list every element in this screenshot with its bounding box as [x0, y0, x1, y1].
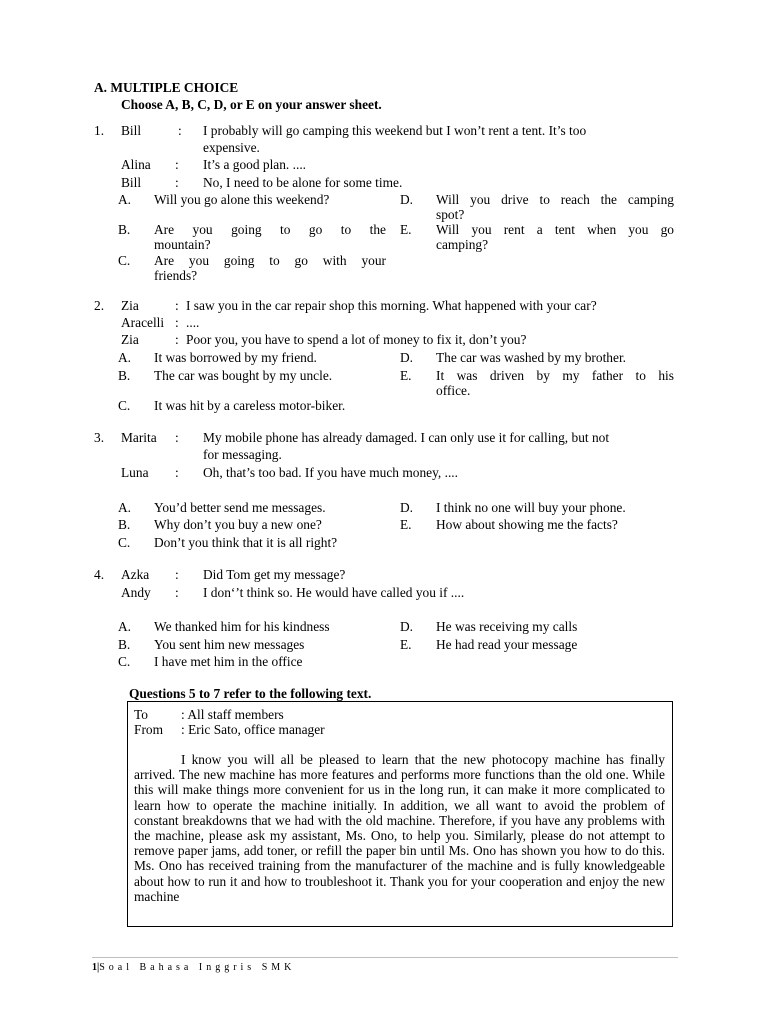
speaker-separator: :	[175, 175, 179, 190]
option-letter: A.	[118, 619, 132, 634]
option-text: The car was washed by my brother.	[436, 350, 627, 365]
speaker-separator: :	[175, 567, 179, 582]
speaker-separator: :	[175, 332, 179, 347]
option-letter: C.	[118, 535, 131, 550]
option-text-cont: friends?	[154, 268, 198, 283]
dialogue-line: Did Tom get my message?	[203, 567, 346, 582]
option-text: It was driven by my father to his	[436, 368, 674, 383]
option-text: You’d better send me messages.	[154, 500, 326, 515]
question-number: 4.	[94, 567, 105, 582]
option-letter: A.	[118, 192, 132, 207]
speaker: Marita	[121, 430, 157, 445]
speaker-separator: :	[175, 315, 179, 330]
section-title: A. MULTIPLE CHOICE	[94, 80, 239, 95]
option-letter: B.	[118, 368, 131, 383]
option-letter: D.	[400, 192, 414, 207]
option-letter: D.	[400, 350, 414, 365]
memo-to-label: To	[134, 707, 148, 722]
option-letter: B.	[118, 637, 131, 652]
passage-intro: Questions 5 to 7 refer to the following text.	[129, 686, 372, 701]
dialogue-line: No, I need to be alone for some time.	[203, 175, 403, 190]
speaker: Andy	[121, 585, 151, 600]
dialogue-line: Poor you, you have to spend a lot of money to fix it, don’t you?	[186, 332, 527, 347]
dialogue-line: I don‘’t think so. He would have called you if ....	[203, 585, 465, 600]
option-letter: C.	[118, 253, 131, 268]
option-text: Don’t you think that it is all right?	[154, 535, 338, 550]
page-footer	[92, 960, 295, 975]
option-letter: D.	[400, 619, 414, 634]
option-text: Are you going to go with your	[154, 253, 386, 268]
speaker: Luna	[121, 465, 149, 480]
footer-separator: |	[97, 962, 100, 973]
option-text-cont: camping?	[436, 237, 489, 252]
option-letter: B.	[118, 517, 131, 532]
option-text: He had read your message	[436, 637, 578, 652]
option-text-cont: spot?	[436, 207, 465, 222]
option-text: How about showing me the facts?	[436, 517, 618, 532]
dialogue-line: It’s a good plan. ....	[203, 157, 307, 172]
option-text-cont: mountain?	[154, 237, 211, 252]
question-number: 2.	[94, 298, 105, 313]
dialogue-line-cont: expensive.	[203, 140, 260, 155]
speaker: Aracelli	[121, 315, 165, 330]
option-letter: A.	[118, 350, 132, 365]
speaker: Bill	[121, 175, 142, 190]
option-text: Will you go alone this weekend?	[154, 192, 330, 207]
option-text: It was hit by a careless motor-biker.	[154, 398, 346, 413]
speaker-separator: :	[178, 123, 182, 138]
speaker-separator: :	[175, 430, 179, 445]
option-text: Why don’t you buy a new one?	[154, 517, 322, 532]
dialogue-line: Oh, that’s too bad. If you have much money, ....	[203, 465, 458, 480]
option-text: You sent him new messages	[154, 637, 305, 652]
option-letter: C.	[118, 398, 131, 413]
option-text: We thanked him for his kindness	[154, 619, 330, 634]
option-letter: A.	[118, 500, 132, 515]
question-number: 3.	[94, 430, 105, 445]
option-text: Are you going to go to the	[154, 222, 386, 237]
speaker-separator: :	[175, 465, 179, 480]
option-letter: E.	[400, 368, 412, 383]
question-number: 1.	[94, 123, 105, 138]
section-instruction: Choose A, B, C, D, or E on your answer sheet.	[121, 97, 382, 112]
footer-divider	[92, 957, 678, 958]
dialogue-line: I saw you in the car repair shop this morning. What happened with your car?	[186, 298, 597, 313]
dialogue-line: ....	[186, 315, 200, 330]
dialogue-line: My mobile phone has already damaged. I can only use it for calling, but not	[203, 430, 610, 445]
speaker-separator: :	[175, 157, 179, 172]
speaker-separator: :	[175, 298, 179, 313]
option-text: I have met him in the office	[154, 654, 303, 669]
option-text-cont: office.	[436, 383, 471, 398]
speaker: Zia	[121, 332, 139, 347]
speaker: Bill	[121, 123, 142, 138]
option-text: He was receiving my calls	[436, 619, 578, 634]
option-letter: B.	[118, 222, 131, 237]
speaker: Azka	[121, 567, 150, 582]
dialogue-line-cont: for messaging.	[203, 447, 282, 462]
option-letter: E.	[400, 517, 412, 532]
memo-from-label: From	[134, 722, 164, 737]
option-letter: E.	[400, 222, 412, 237]
page-number: 1	[92, 962, 97, 973]
speaker-separator: :	[175, 585, 179, 600]
option-text: Will you rent a tent when you go	[436, 222, 674, 237]
option-letter: E.	[400, 637, 412, 652]
option-text: It was borrowed by my friend.	[154, 350, 317, 365]
footer-text: Soal Bahasa Inggris SMK	[99, 962, 296, 973]
option-text: The car was bought by my uncle.	[154, 368, 333, 383]
memo-body: I know you will all be pleased to learn that the new photocopy machine has finally arrived. The new machine has more features and performs more functions than the old one. While this will make things more convenient for us in the long run, it can make it more complicated to learn how to operate the machine initially. In addition, we all want to avoid the problem of constant breakdowns that we had with the old machine. Therefore, if you have any problems with the machine, please ask my assistant, Ms. Ono, to help you. Similarly, please do not attempt to remove paper jams, add toner, or refill the paper bin until Ms. Ono has shown you how to do this. Ms. Ono has received training from the manufacturer of the machine and is fully knowledgeable about how to run it and how to troubleshoot it. Thank you for your cooperation and enjoy the new machine	[134, 752, 665, 904]
memo-from-value: : Eric Sato, office manager	[181, 722, 325, 737]
speaker: Zia	[121, 298, 139, 313]
option-letter: D.	[400, 500, 414, 515]
memo-to-value: : All staff members	[181, 707, 284, 722]
option-letter: C.	[118, 654, 131, 669]
option-text: Will you drive to reach the camping	[436, 192, 674, 207]
speaker: Alina	[121, 157, 151, 172]
option-text: I think no one will buy your phone.	[436, 500, 626, 515]
dialogue-line: I probably will go camping this weekend but I won’t rent a tent. It’s too	[203, 123, 587, 138]
